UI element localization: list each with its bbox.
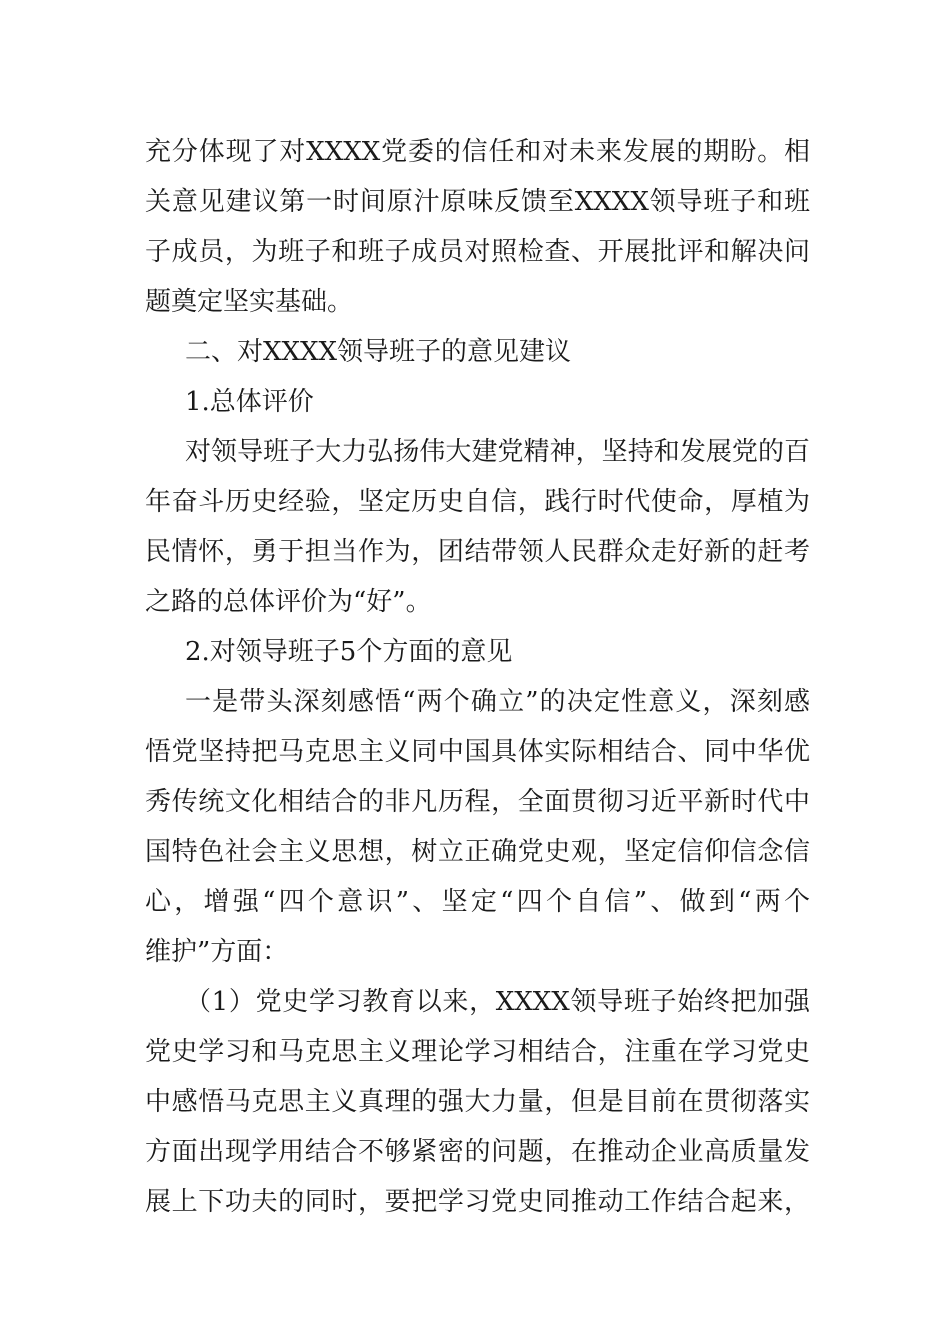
text-line: 悟党坚持把马克思主义同中国具体实际相结合、同中华优 [145, 737, 810, 767]
document-body [145, 127, 810, 1227]
text-line: 展上下功夫的同时，要把学习党史同推动工作结合起来， [145, 1187, 810, 1217]
text-line: 维护”方面： [145, 937, 289, 967]
paragraph-feedback-summary [145, 127, 810, 327]
text-line: 国特色社会主义思想，树立正确党史观，坚定信仰信念信 [145, 837, 810, 867]
section-heading [145, 327, 810, 377]
text-line: 之路的总体评价为“好”。 [145, 587, 432, 617]
text-line: 子成员，为班子和班子成员对照检查、开展批评和解决问 [145, 237, 810, 267]
text-line: 党史学习和马克思主义理论学习相结合，注重在学习党史 [145, 1037, 810, 1067]
text-line: 充分体现了对XXXX党委的信任和对未来发展的期盼。相 [145, 137, 810, 167]
text-line: 秀传统文化相结合的非凡历程，全面贯彻习近平新时代中 [145, 787, 810, 817]
paragraph-overall-evaluation [145, 427, 810, 627]
subheading-five-aspects [145, 627, 810, 677]
text-line: 对领导班子大力弘扬伟大建党精神，坚持和发展党的百 [185, 437, 810, 467]
text-line: 关意见建议第一时间原汁原味反馈至XXXX领导班子和班 [145, 187, 810, 217]
paragraph-item-1 [145, 977, 810, 1227]
text-line: 民情怀，勇于担当作为，团结带领人民群众走好新的赶考 [145, 537, 810, 567]
subheading-overall-evaluation [145, 377, 810, 427]
text-line: 一是带头深刻感悟“两个确立”的决定性意义，深刻感 [185, 687, 810, 717]
section-heading-text: 二、对XXXX领导班子的意见建议 [185, 337, 572, 367]
text-line: 方面出现学用结合不够紧密的问题，在推动企业高质量发 [145, 1137, 810, 1167]
text-line: 年奋斗历史经验，坚定历史自信，践行时代使命，厚植为 [145, 487, 810, 517]
text-line: （1）党史学习教育以来，XXXX领导班子始终把加强 [185, 987, 810, 1017]
subheading-text: 2.对领导班子5个方面的意见 [185, 637, 513, 667]
subheading-text: 1.总体评价 [185, 387, 314, 417]
text-line: 题奠定坚实基础。 [145, 287, 354, 317]
paragraph-aspect-one [145, 677, 810, 977]
text-line: 心，增强“四个意识”、坚定“四个自信”、做到“两个 [145, 887, 810, 917]
text-line: 中感悟马克思主义真理的强大力量，但是目前在贯彻落实 [145, 1087, 810, 1117]
